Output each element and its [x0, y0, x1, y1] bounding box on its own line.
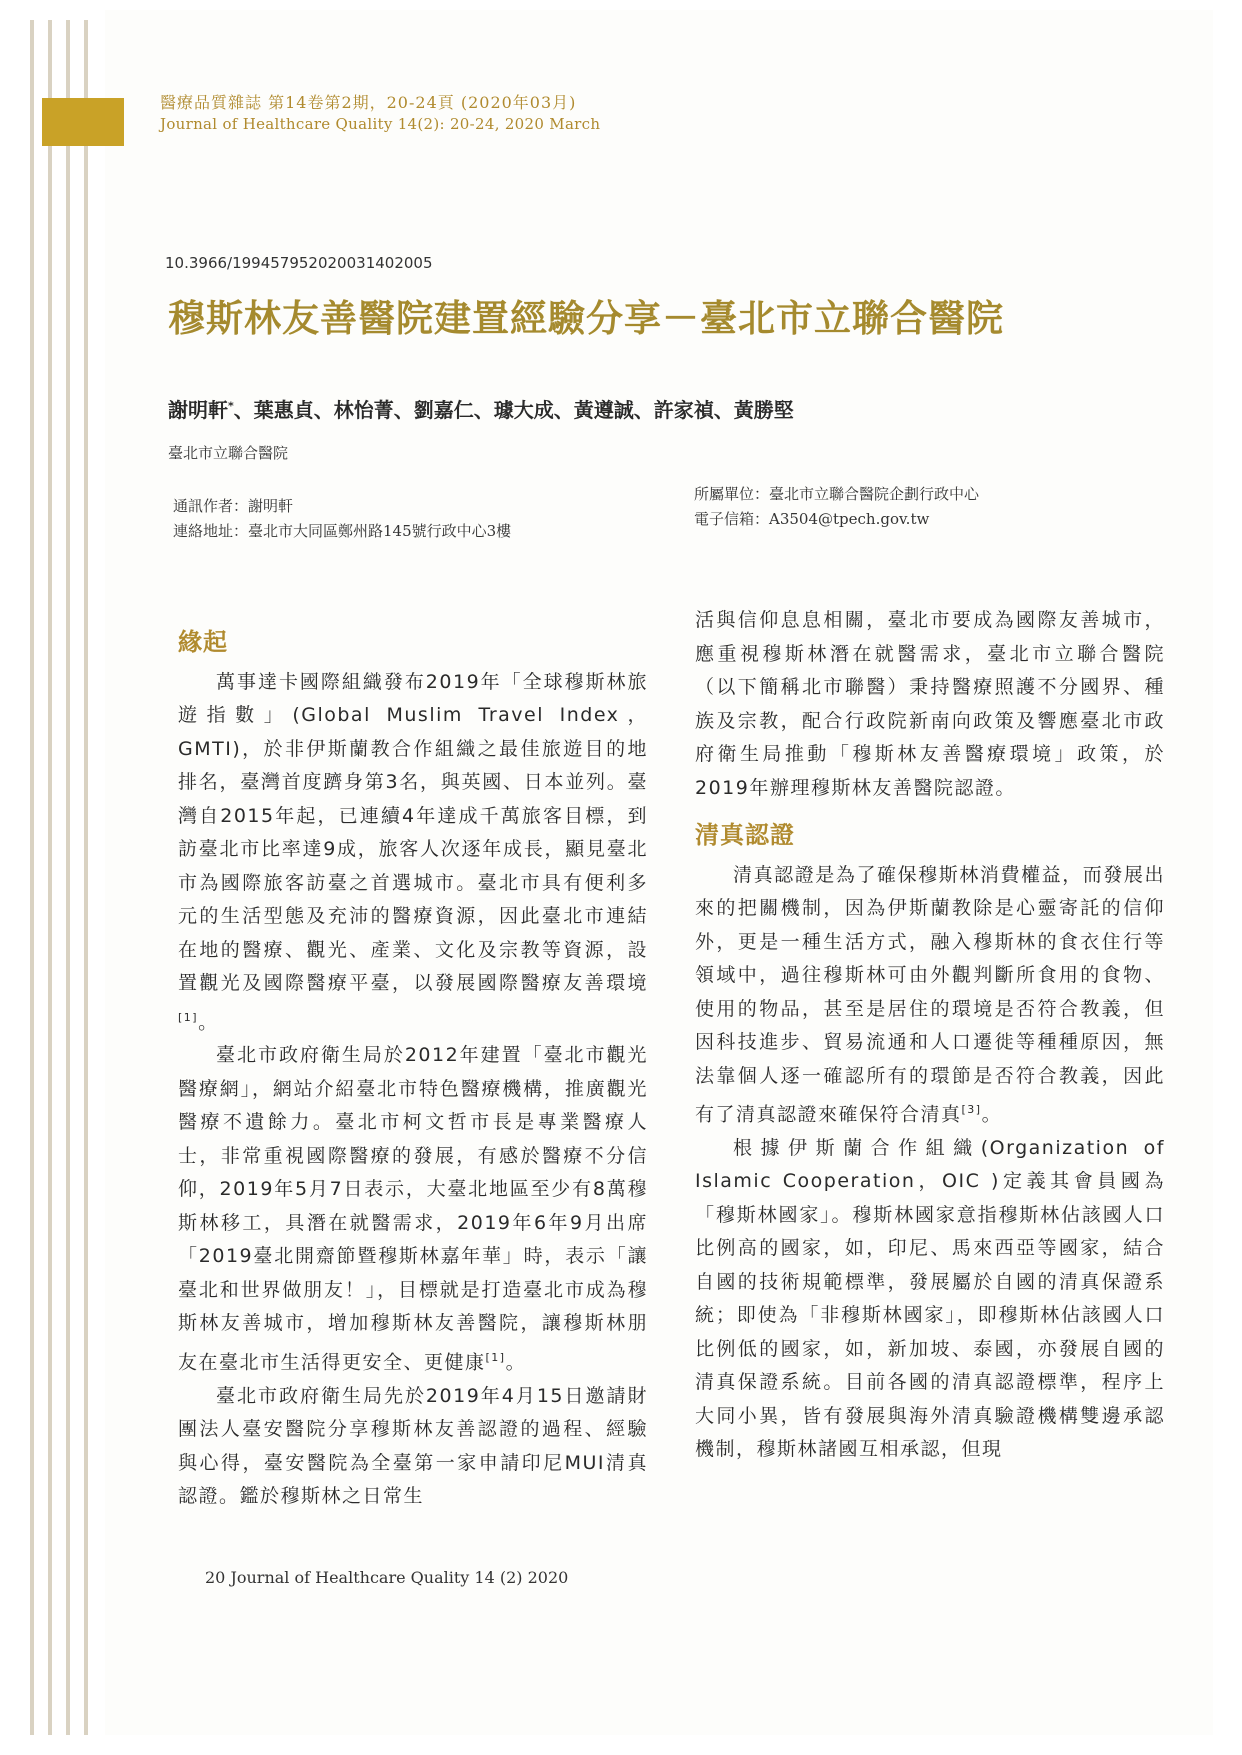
contact-right: [694, 482, 979, 532]
citation: [1]: [485, 1350, 506, 1364]
right-column: [695, 604, 1165, 1467]
journal-citation-en: Journal of Healthcare Quality 14(2): 20-24, 2020 March: [160, 115, 601, 133]
paragraph: [178, 1039, 648, 1379]
other-authors: 、葉惠貞、林怡菁、劉嘉仁、璩大成、黃遵誠、許家禎、黃勝堅: [233, 398, 794, 422]
author-unit: 所屬單位：臺北市立聯合醫院企劃行政中心: [694, 485, 980, 503]
contact-address: 連絡地址：臺北市大同區鄭州路145號行政中心3樓: [173, 522, 512, 540]
page-edge-1: [30, 20, 34, 1735]
paragraph: [695, 859, 1165, 1132]
paragraph-text: 清真認證是為了確保穆斯林消費權益，而發展出來的把關機制，因為伊斯蘭教除是心靈寄託的信仰外，更是一種生活方式，融入穆斯林的食衣住行等領域中，過往穆斯林可由外觀判斷所食用的食物、使用的物品，甚至是居住的環境是否符合教義，但因科技進步、貿易流通和人口遷徙等種種原因，無法靠個人逐一確認所有的環節是否符合教義，因此有了清真認證來確保符合清真: [695, 863, 1165, 1126]
paragraph-end: 。: [505, 1351, 527, 1374]
paragraph: [178, 666, 648, 1040]
page-edge-2: [48, 20, 52, 1735]
citation: [1]: [178, 1010, 199, 1024]
section-heading-origin: 緣起: [178, 628, 228, 656]
corresponding-author: 通訊作者：謝明軒: [173, 497, 294, 515]
paragraph-text: 臺北市政府衛生局於2012年建置「臺北市觀光醫療網」，網站介紹臺北市特色醫療機構，推廣觀光醫療不遺餘力。臺北市柯文哲市長是專業醫療人士，非常重視國際醫療的發展，有感於醫療不分信仰，2019年5月7日表示，大臺北地區至少有8萬穆斯林移工，具潛在就醫需求，2019年6年9月出席「2019臺北開齋節暨穆斯林嘉年華」時，表示「讓臺北和世界做朋友！」，目標就是打造臺北市成為穆斯林友善城市，增加穆斯林友善醫院，讓穆斯林朋友在臺北市生活得更安全、更健康: [178, 1044, 648, 1374]
page-edge-4: [84, 20, 88, 1735]
first-author: 謝明軒: [168, 398, 228, 422]
journal-citation-zh: 醫療品質雜誌 第14卷第2期，20-24頁 (2020年03月): [160, 93, 577, 112]
authors: [168, 394, 794, 423]
contact-left: [173, 494, 511, 544]
journal-header: [160, 90, 600, 133]
paragraph: 根據伊斯蘭合作組織(Organization of Islamic Cooperation，OIC )定義其會員國為「穆斯林國家」。穆斯林國家意指穆斯林佔該國人口比例高的國家，如，印尼、馬來西亞等國家，結合自國的技術規範標準，發展屬於自國的清真保證系統；即使為「非穆斯林國家」，即穆斯林佔該國人口比例低的國家，如，新加坡、泰國，亦發展自國的清真保證系統。目前各國的清真認證標準，程序上大同小異，皆有發展與海外清真驗證機構雙邊承認機制，穆斯林諸國互相承認，但現: [695, 1136, 1165, 1461]
gold-bar-marker: [42, 98, 124, 146]
article-title: 穆斯林友善醫院建置經驗分享－臺北市立聯合醫院: [168, 297, 1004, 340]
continued-paragraph: 活與信仰息息相關，臺北市要成為國際友善城市，應重視穆斯林潛在就醫需求，臺北市立聯合醫院（以下簡稱北市聯醫）秉持醫療照護不分國界、種族及宗教，配合行政院新南向政策及響應臺北市政府衛生局推動「穆斯林友善醫療環境」政策，於2019年辦理穆斯林友善醫院認證。: [695, 609, 1165, 799]
doi: 10.3966/199457952020031402005: [165, 254, 433, 272]
left-column: [178, 626, 648, 1514]
paragraph-end: 。: [981, 1103, 1003, 1126]
paragraph-end: 。: [198, 1010, 219, 1033]
section-heading-halal: 清真認證: [695, 821, 795, 849]
page-edge-3: [66, 20, 70, 1735]
paragraph: 臺北市政府衛生局先於2019年4月15日邀請財團法人臺安醫院分享穆斯林友善認證的過程、經驗與心得，臺安醫院為全臺第一家申請印尼MUI清真認證。鑑於穆斯林之日常生: [178, 1384, 648, 1508]
citation: [3]: [961, 1103, 982, 1116]
page-footer: 20 Journal of Healthcare Quality 14 (2) 2020: [205, 1568, 569, 1587]
affiliation: 臺北市立聯合醫院: [168, 444, 289, 462]
paragraph-text: 萬事達卡國際組織發布2019年「全球穆斯林旅遊指數」(Global Muslim Travel Index，GMTI)，於非伊斯蘭教合作組織之最佳旅遊目的地排名，臺灣首度躋身第3名，與英國、日本並列。臺灣自2015年起，已連續4年達成千萬旅客目標，到訪臺北市比率達9成，旅客人次逐年成長，顯見臺北市為國際旅客訪臺之首選城市。臺北市具有便利多元的生活型態及充沛的醫療資源，因此臺北市連結在地的醫療、觀光、產業、文化及宗教等資源，設置觀光及國際醫療平臺，以發展國際醫療友善環境: [178, 670, 648, 994]
author-email: 電子信箱：A3504@tpech.gov.tw: [694, 510, 930, 528]
corresponding-mark: *: [228, 399, 234, 413]
